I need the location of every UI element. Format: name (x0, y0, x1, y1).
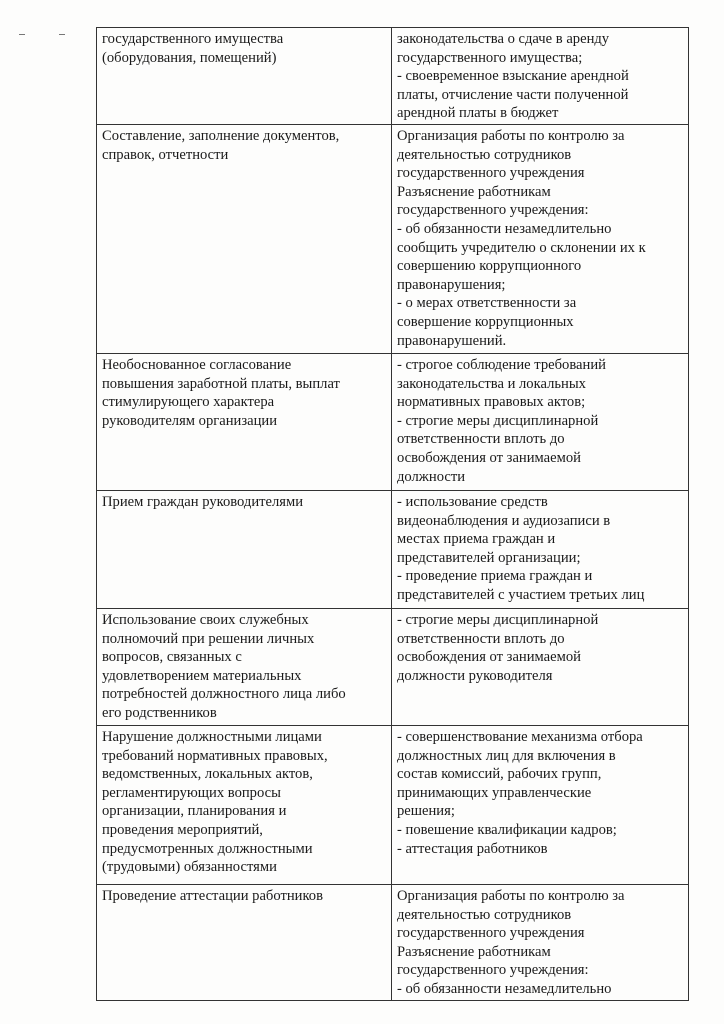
measures-cell: Организация работы по контролю за деятельностью сотрудников государственного учреждения Разъяснение работникам государственного учреждения: - об обязанности незамедлительно (392, 885, 689, 1001)
scan-mark (59, 34, 65, 35)
corruption-risk-table (96, 27, 689, 1001)
risk-area-cell: Составление, заполнение документов, справок, отчетности (97, 125, 392, 354)
measures-cell: Организация работы по контролю за деятельностью сотрудников государственного учреждения Разъяснение работникам государственного учреждения: - об обязанности незамедлительно сообщить учредителю о склонении их к совершению коррупционного правонарушения; - о мерах ответственности за совершение коррупционных правонарушений. (392, 125, 689, 354)
risk-area-cell: Нарушение должностными лицами требований нормативных правовых, ведомственных, локальных актов, регламентирующих вопросы организации, планирования и проведения мероприятий, предусмотренных должностными (трудовыми) обязанностями (97, 726, 392, 885)
table-row (97, 125, 689, 354)
risk-area-cell: Проведение аттестации работников (97, 885, 392, 1001)
measures-cell: - строгие меры дисциплинарной ответственности вплоть до освобождения от занимаемой должности руководителя (392, 609, 689, 726)
table-row (97, 726, 689, 885)
measures-cell: законодательства о сдаче в аренду государственного имущества; - своевременное взыскание арендной платы, отчисление части полученной арендной платы в бюджет (392, 28, 689, 125)
scan-mark (19, 34, 25, 35)
risk-area-cell: Прием граждан руководителями (97, 491, 392, 609)
risk-area-cell: государственного имущества (оборудования, помещений) (97, 28, 392, 125)
table-row (97, 609, 689, 726)
measures-cell: - использование средств видеонаблюдения и аудиозаписи в местах приема граждан и представителей организации; - проведение приема граждан и представителей с участием третьих лиц (392, 491, 689, 609)
risk-area-cell: Необоснованное согласование повышения заработной платы, выплат стимулирующего характера руководителям организации (97, 354, 392, 491)
measures-cell: - строгое соблюдение требований законодательства и локальных нормативных правовых актов; - строгие меры дисциплинарной ответственности вплоть до освобождения от занимаемой должности (392, 354, 689, 491)
table-row (97, 491, 689, 609)
measures-cell: - совершенствование механизма отбора должностных лиц для включения в состав комиссий, рабочих групп, принимающих управленческие решения; - повешение квалификации кадров; - аттестация работников (392, 726, 689, 885)
table-row (97, 28, 689, 125)
table-row (97, 885, 689, 1001)
risk-area-cell: Использование своих служебных полномочий при решении личных вопросов, связанных с удовлетворением материальных потребностей должностного лица либо его родственников (97, 609, 392, 726)
table-row (97, 354, 689, 491)
